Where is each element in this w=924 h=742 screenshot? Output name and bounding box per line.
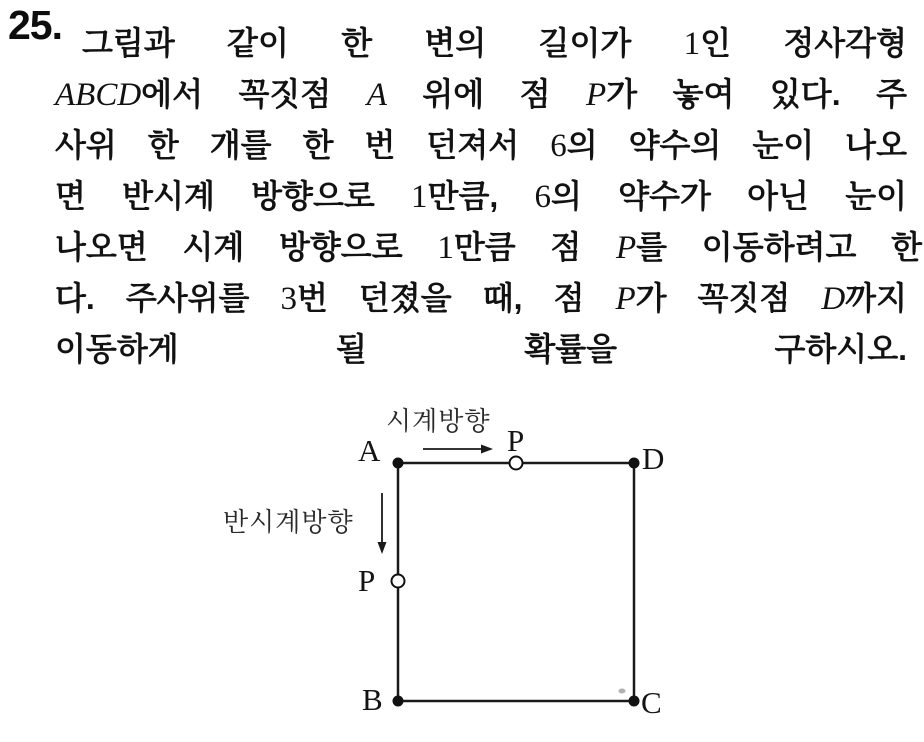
problem-text-line [55, 69, 907, 120]
vertex-label-d: D [642, 441, 665, 476]
vertex-label-b: B [362, 682, 383, 717]
problem-text-line [55, 120, 907, 171]
text-segment: 만큼, [427, 178, 535, 214]
vertex-dot-c [629, 696, 640, 707]
problem-text-line [55, 18, 907, 69]
problem-text-line [55, 273, 907, 324]
vertex-dot-d [629, 458, 640, 469]
math-segment: P [615, 281, 636, 317]
text-segment: 면 반시계 방향으로 [55, 178, 412, 214]
text-segment: 인 정사각형 [700, 25, 907, 61]
problem-text-line [55, 324, 907, 375]
text-segment: 위에 점 [386, 76, 587, 112]
number-segment: 6 [550, 128, 567, 164]
number-segment: 3 [280, 281, 297, 317]
math-segment: D [821, 281, 846, 317]
text-segment: 의 약수의 눈이 나오 [566, 127, 908, 163]
vertex-label-c: C [641, 685, 662, 720]
problem-number: 25. [8, 2, 62, 48]
clockwise-direction-label: 시계방향 [386, 406, 491, 436]
text-segment: 번 던졌을 때, 점 [297, 280, 616, 316]
number-segment: 1 [683, 26, 701, 62]
square-outline [398, 463, 634, 701]
math-segment: P [616, 230, 637, 266]
vertex-label-a: A [358, 433, 381, 468]
print-artifact [619, 689, 626, 694]
number-segment: 1 [437, 230, 454, 266]
number-segment: 6 [534, 179, 551, 215]
problem-text [55, 18, 922, 375]
text-segment: 사위 한 개를 한 번 던져서 [55, 127, 551, 163]
text-segment: 그림과 같이 한 변의 길이가 [82, 25, 684, 61]
vertex-dot-b [393, 696, 404, 707]
text-segment: 에서 꼭짓점 [141, 76, 367, 112]
math-segment: A [366, 77, 387, 113]
point-p-left-label: P [358, 563, 376, 598]
point-p-left-marker [392, 575, 405, 588]
text-segment: 를 이동하려고 한 [636, 229, 922, 265]
text-segment: 다. 주사위를 [55, 280, 281, 316]
problem-text-line [55, 222, 922, 273]
clockwise-arrow-head [481, 445, 493, 454]
text-segment: 가 꼭짓점 [635, 280, 822, 316]
math-segment: ABCD [55, 77, 142, 113]
text-segment: 가 놓여 있다. 주 [606, 76, 907, 112]
point-p-top-label: P [507, 423, 525, 458]
text-segment: 까지 [845, 280, 907, 316]
counterclockwise-arrow-head [378, 542, 387, 554]
text-segment: 만큼 점 [453, 229, 616, 265]
counterclockwise-direction-label: 반시계방향 [223, 507, 354, 537]
problem-text-line [55, 171, 907, 222]
text-segment: 나오면 시계 방향으로 [55, 229, 438, 265]
math-segment: P [586, 77, 607, 113]
text-segment: 이동하게 될 확률을 구하시오. [55, 331, 907, 367]
vertex-dot-a [393, 458, 404, 469]
text-segment: 의 약수가 아닌 눈이 [551, 178, 908, 214]
number-segment: 1 [411, 179, 428, 215]
